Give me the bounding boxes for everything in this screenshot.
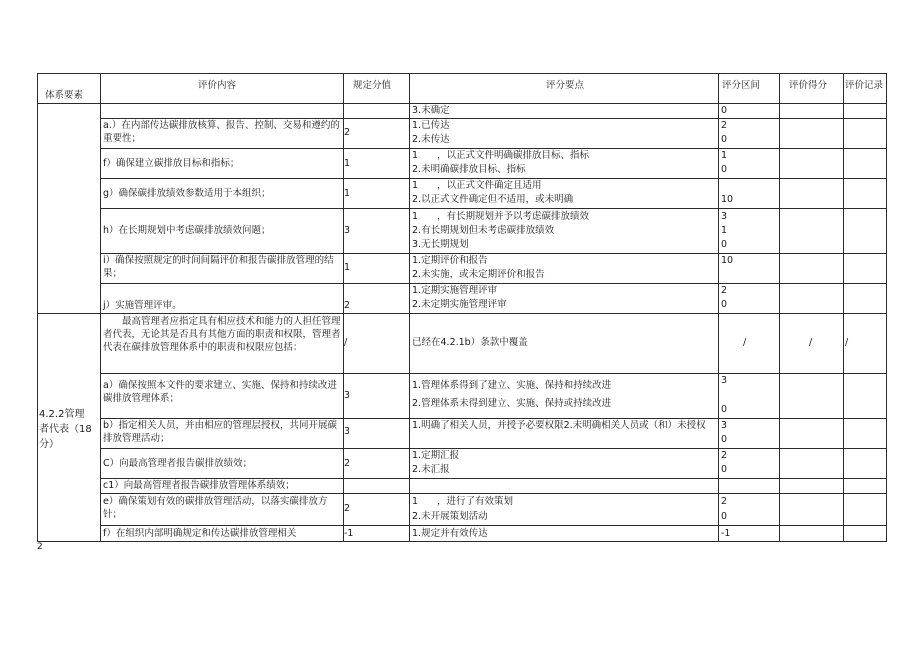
range-line: -1 bbox=[721, 528, 731, 539]
table-row-content: 最高管理者应指定具有相应技术和能力的人担任管理者代表，无论其是否具有其他方面的职责和权限，管理者代表在碳排放管理体系中的职责和权限应包括： bbox=[103, 316, 341, 353]
range-line: 2 bbox=[721, 120, 728, 131]
header-points: 评分要点 bbox=[546, 80, 585, 91]
table-row-content: j）实施管理评审。 bbox=[103, 300, 182, 311]
points-line: 2.未明确碳排放目标、指标 bbox=[412, 164, 526, 175]
score-cell: -1 bbox=[344, 528, 354, 539]
section-label-4-2-2 bbox=[39, 407, 92, 452]
header-range: 评分区间 bbox=[722, 80, 761, 91]
range-line: 1 bbox=[721, 150, 728, 161]
header-record: 评价记录 bbox=[845, 80, 884, 91]
range-line: 10 bbox=[721, 255, 734, 266]
range-line: 1 bbox=[721, 225, 728, 236]
range-line: 0 bbox=[721, 239, 728, 250]
score-cell: 3 bbox=[344, 225, 351, 236]
table-row-content: f）确保建立碳排放目标和指标； bbox=[103, 158, 240, 169]
table-row-content: b）指定相关人员，并由相应的管理层授权，共同开展碳排放管理活动； bbox=[103, 420, 338, 444]
points-line: 2.未定期实施管理评审 bbox=[412, 299, 507, 310]
points-line: 2.管理体系未得到建立、实施、保持或持续改进 bbox=[412, 398, 612, 409]
range-line: 2 bbox=[721, 496, 728, 507]
range-line: 3 bbox=[721, 211, 728, 222]
range-line: 0 bbox=[721, 134, 728, 145]
header-score: 规定分值 bbox=[353, 80, 392, 91]
evaluation-table bbox=[37, 73, 887, 542]
points-line: 2.有长期规划但未考虑碳排放绩效 bbox=[412, 225, 555, 236]
header-element: 体系要素 bbox=[45, 90, 84, 101]
table-row-content: C）向最高管理者报告碳排放绩效； bbox=[103, 458, 253, 469]
score-cell: 1 bbox=[344, 188, 351, 199]
points-line: 1.定期汇报 bbox=[412, 450, 460, 461]
table-row-content: e）确保策划有效的碳排放管理活动，以落实碳排放方针； bbox=[103, 496, 328, 520]
table-row-content: i）确保按照规定的时间间隔评价和报告碳排放管理的结果； bbox=[103, 255, 334, 279]
range-line: 2 bbox=[721, 285, 728, 296]
table-row-content: h）在长期规划中考虑碳排放绩效问题； bbox=[103, 225, 271, 236]
range-line: / bbox=[743, 337, 747, 348]
range-line: 0 bbox=[721, 105, 728, 116]
table-row-content: f）在组织内部明确规定和传达碳排放管理相关 bbox=[103, 528, 297, 539]
points-line: 1 ，进行了有效策划 bbox=[412, 496, 514, 507]
score-cell: / bbox=[344, 337, 348, 348]
score-cell: 2 bbox=[344, 503, 351, 514]
got-cell: / bbox=[809, 337, 813, 348]
points-line: 已经在4.2.1b）条款中覆盖 bbox=[412, 337, 528, 348]
range-line: 0 bbox=[721, 434, 728, 445]
range-line: 0 bbox=[721, 299, 728, 310]
points-line: 1.管理体系得到了建立、实施、保持和持续改进 bbox=[412, 380, 612, 391]
range-line: 2 bbox=[721, 450, 728, 461]
range-line: 0 bbox=[721, 164, 728, 175]
points-line: 1 ，以正式文件明确碳排放目标、指标 bbox=[412, 150, 590, 161]
table-row-content: a）确保按照本文件的要求建立、实施、保持和持续改进碳排放管理体系； bbox=[103, 380, 337, 404]
range-line: 0 bbox=[721, 511, 728, 522]
score-cell: 2 bbox=[344, 458, 351, 469]
range-line: 3 bbox=[721, 420, 728, 431]
points-line: 1 ，有长期规划并予以考虑碳排放绩效 bbox=[412, 211, 590, 222]
table-row-content: g）确保碳排放绩效参数适用于本组织； bbox=[103, 188, 271, 199]
range-line: 3 bbox=[721, 375, 728, 386]
points-line: 1.规定并有效传达 bbox=[412, 528, 488, 539]
score-cell: 1 bbox=[344, 158, 351, 169]
range-line: 0 bbox=[721, 464, 728, 475]
points-line: 3.未确定 bbox=[412, 105, 450, 116]
points-line: 2.未开展策划活动 bbox=[412, 511, 488, 522]
score-cell: 3 bbox=[344, 390, 351, 401]
page-number: 2 bbox=[37, 542, 43, 552]
points-line: 2.以正式文件确定但不适用，或未明确 bbox=[412, 194, 574, 205]
header-content: 评价内容 bbox=[198, 80, 237, 91]
points-line: 1 ，以正式文件确定且适用 bbox=[412, 180, 542, 191]
table-row-content: c1）向最高管理者报告碳排放管理体系绩效； bbox=[103, 480, 295, 491]
points-line: 3.无长期规划 bbox=[412, 239, 469, 250]
header-got: 评价得分 bbox=[789, 80, 828, 91]
points-line: 2.未实施，或未定期评价和报告 bbox=[412, 269, 545, 280]
points-line: 2.未传达 bbox=[412, 134, 450, 145]
score-cell: 2 bbox=[344, 300, 351, 311]
points-line: 1.定期评价和报告 bbox=[412, 255, 488, 266]
section-label-line: 者代表（18 bbox=[39, 424, 92, 435]
score-cell: 3 bbox=[344, 426, 351, 437]
record-cell: / bbox=[845, 337, 849, 348]
range-line: 0 bbox=[721, 404, 728, 415]
section-label-line: 分） bbox=[39, 439, 59, 450]
range-line: 10 bbox=[721, 194, 734, 205]
points-line: 2.未汇报 bbox=[412, 464, 450, 475]
points-line: 1.定期实施管理评审 bbox=[412, 285, 498, 296]
points-line: 1.明确了相关人员，并授予必要权限2.未明确相关人员或（和）未授权 bbox=[412, 420, 706, 431]
table-row-content: a.）在内部传达碳排放核算、报告、控制、交易和遵约的重要性； bbox=[103, 120, 340, 144]
score-cell: 2 bbox=[344, 127, 351, 138]
section-label-line: 4.2.2管理 bbox=[39, 409, 85, 420]
points-line: 1.已传达 bbox=[412, 120, 450, 131]
score-cell: 1 bbox=[344, 262, 351, 273]
